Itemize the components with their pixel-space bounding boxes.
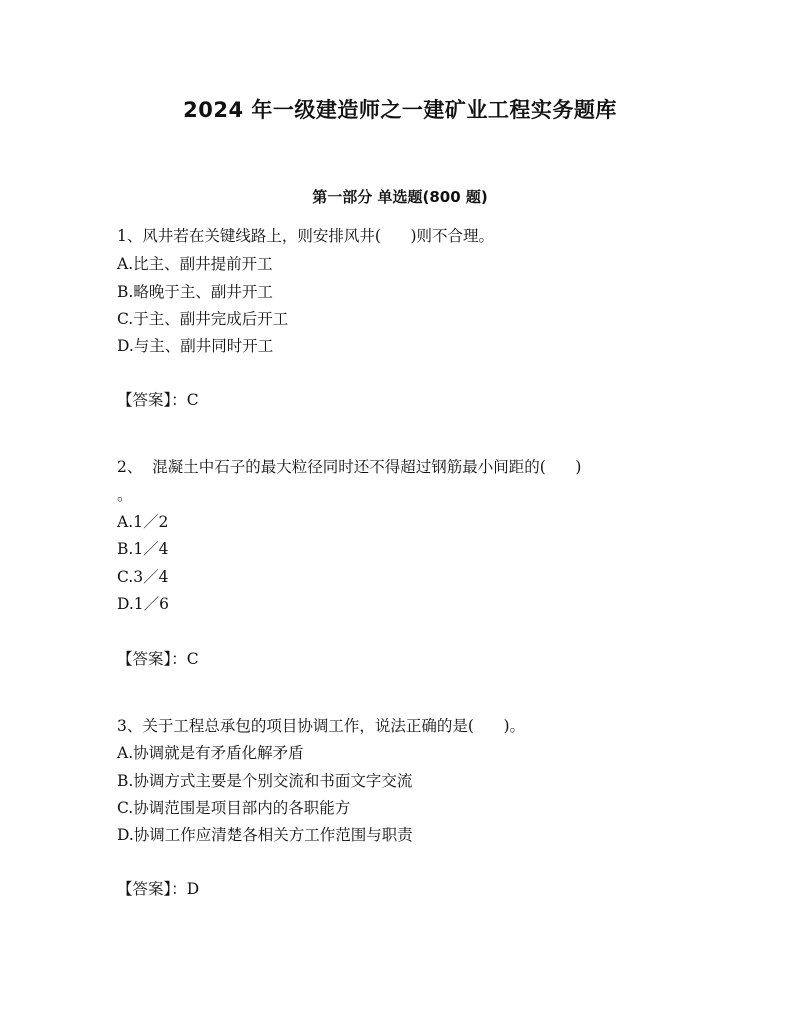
answer-line: 【答案】：D: [117, 880, 200, 898]
option-d: D.与主、副井同时开工: [117, 337, 274, 355]
option-a: A.协调就是有矛盾化解矛盾: [117, 744, 304, 762]
answer-line: 【答案】：C: [117, 391, 199, 409]
question-stem: 2、 混凝土中石子的最大粒径同时还不得超过钢筋最小间距的( ): [117, 458, 582, 476]
option-a: A.比主、副井提前开工: [117, 255, 273, 273]
question-stem: 1、风井若在关键线路上，则安排风井( )则不合理。: [117, 227, 495, 245]
question-stem: 3、关于工程总承包的项目协调工作，说法正确的是( )。: [117, 717, 526, 735]
option-b: B.1／4: [117, 540, 169, 558]
option-d: D.1／6: [117, 595, 170, 613]
option-c: C.协调范围是项目部内的各职能方: [117, 799, 351, 817]
section-title: 第一部分 单选题(800 题): [312, 188, 488, 206]
option-b: B.略晚于主、副井开工: [117, 283, 273, 301]
answer-line: 【答案】：C: [117, 650, 199, 668]
option-c: C.于主、副井完成后开工: [117, 310, 289, 328]
option-c: C.3／4: [117, 568, 169, 586]
option-a: A.1／2: [117, 513, 169, 531]
option-d: D.协调工作应清楚各相关方工作范围与职责: [117, 826, 413, 844]
document-title: 2024 年一级建造师之一建矿业工程实务题库: [183, 98, 617, 122]
question-stem-continuation: 。: [117, 486, 133, 504]
option-b: B.协调方式主要是个别交流和书面文字交流: [117, 772, 413, 790]
